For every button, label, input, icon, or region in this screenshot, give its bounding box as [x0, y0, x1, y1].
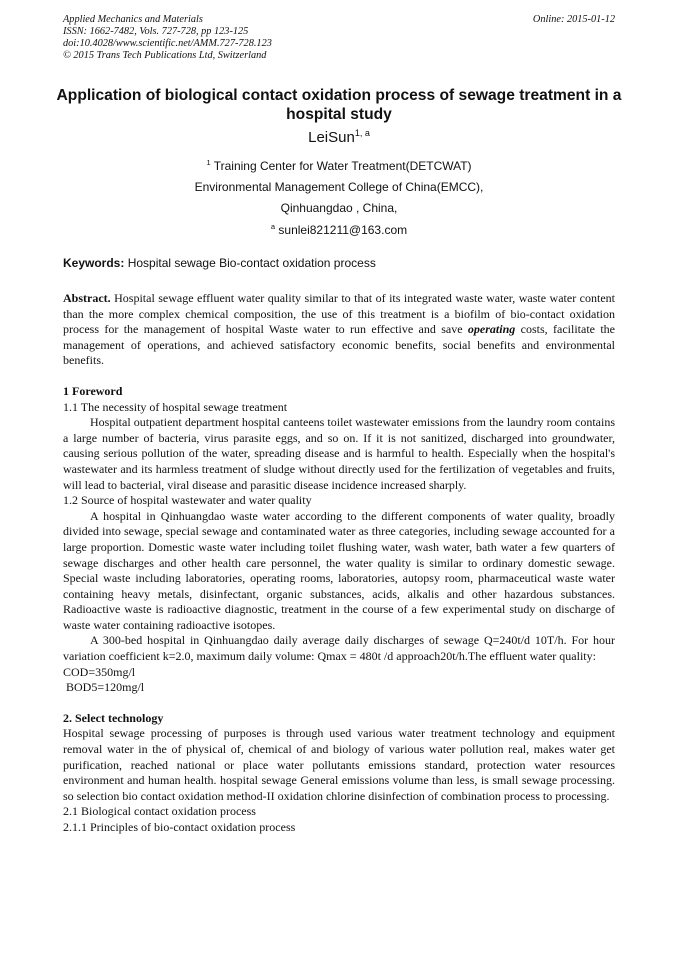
subsection-1-1-heading: 1.1 The necessity of hospital sewage treatment — [63, 399, 288, 414]
keywords-text: Hospital sewage Bio-contact oxidation process — [124, 256, 376, 270]
author-email — [0, 222, 678, 237]
subsection-1-1-paragraph: Hospital outpatient department hospital canteens toilet wastewater emissions from the laundry room contains a large number of bacteria, virus parasite eggs, and so on. If it is not sanitized, discharged into groundwater, causing serious pollution of the water, spreading disease and is harmful to health. Especially when the hospital's wastewater and its harmless treatment of sludge without directly used for the fertilization of vegetables and fruits, will lead to bacterial, viral disease and parasitic disease incidence increased sharply. — [63, 415, 615, 492]
keywords — [63, 256, 376, 270]
issn: ISSN: 1662-7482, Vols. 727-728, pp 123-125 — [63, 26, 249, 37]
subsection-1-2-paragraph-1: A hospital in Qinhuangdao waste water according to the different components of water quality, broadly divided into sewage, special sewage and contaminated water as three categories, including sewage accounted for a large proportion. Domestic waste water including toilet flushing water, wash water, bath water a few quarters of sewage discharges and other health care personnel, the water quality is similar to ordinary domestic sewage. Special waste including laboratories, operating rooms, laboratories, autopsy room, pharmaceutical waste water containing heavy metals, disinfectant, organic substances, acids, alkalis and other hazardous substances. Radioactive waste is radioactive diagnostic, treatment in the course of a few experimental study on discharge of waste water containing radioactive isotopes. — [63, 508, 615, 632]
affiliation-line-1 — [0, 158, 678, 173]
section-1-heading: 1 Foreword — [63, 383, 123, 398]
abstract-label: Abstract. — [63, 291, 111, 305]
affiliation-text-1: Training Center for Water Treatment(DETCWAT) — [210, 159, 472, 173]
email-sup: a — [270, 222, 276, 231]
subsection-1-2-heading: 1.2 Source of hospital wastewater and water quality — [63, 493, 312, 508]
author — [0, 128, 678, 146]
subsection-2-1-heading: 2.1 Biological contact oxidation process — [63, 804, 256, 819]
journal-name: Applied Mechanics and Materials — [63, 14, 203, 25]
affiliation-sup-1: 1 — [206, 158, 211, 167]
section-2-heading: 2. Select technology — [63, 710, 164, 725]
abstract-text-2: costs, facilitate the management of operations, and achieved satisfactory economic benefits, social benefits and environmental benefits. — [63, 322, 616, 368]
journal-metadata — [63, 14, 272, 62]
bod-value: BOD5=120mg/l — [63, 680, 145, 695]
subsection-1-2-paragraph-2: A 300-bed hospital in Qinhuangdao daily average daily discharges of sewage Q=240t/d 10T/h. For hour variation coefficient k=2.0, maximum daily volume: Qmax = 480t /d approach20t/h.The effluent water quality: — [63, 633, 615, 664]
author-sup: 1, a — [354, 128, 370, 138]
paper-title: Application of biological contact oxidation process of sewage treatment in a hospital study — [56, 87, 622, 123]
online-date: Online: 2015-01-12 — [532, 14, 615, 25]
abstract-emphasis: operating — [467, 322, 516, 337]
abstract — [63, 291, 615, 369]
keywords-label: Keywords: — [63, 256, 125, 270]
copyright: © 2015 Trans Tech Publications Ltd, Switzerland — [63, 50, 267, 61]
abstract-text-1: Hospital sewage effluent water quality similar to that of its integrated waste water, waste water content than the more complex chemical composition, the use of this treatment is a biofilm of bio-contact oxidation process for the management of hospital Waste water to run effective and save — [63, 291, 615, 337]
affiliation-line-3: Qinhuangdao , China, — [280, 201, 398, 215]
doi: doi:10.4028/www.scientific.net/AMM.727-728.123 — [63, 38, 272, 49]
paper-body — [63, 291, 615, 836]
email-text: sunlei821211@163.com — [275, 223, 408, 237]
affiliation-line-2: Environmental Management College of China(EMCC), — [194, 180, 484, 194]
cod-value: COD=350mg/l — [63, 664, 136, 679]
author-name: LeiSun — [308, 129, 355, 146]
subsection-2-1-1-heading: 2.1.1 Principles of bio-contact oxidation process — [63, 820, 296, 834]
section-2-paragraph: Hospital sewage processing of purposes is through used various water treatment technology and equipment removal water in the of physical of, chemical of and biology of various water pollution real, makes water get purification, reached national or place water pollutants emissions standard, protection water resources environment and human health. hospital sewage General emissions volume than less, is small sewage processing. so selection bio contact oxidation method-II oxidation chlorine disinfection of combination process to processing. — [63, 726, 615, 803]
